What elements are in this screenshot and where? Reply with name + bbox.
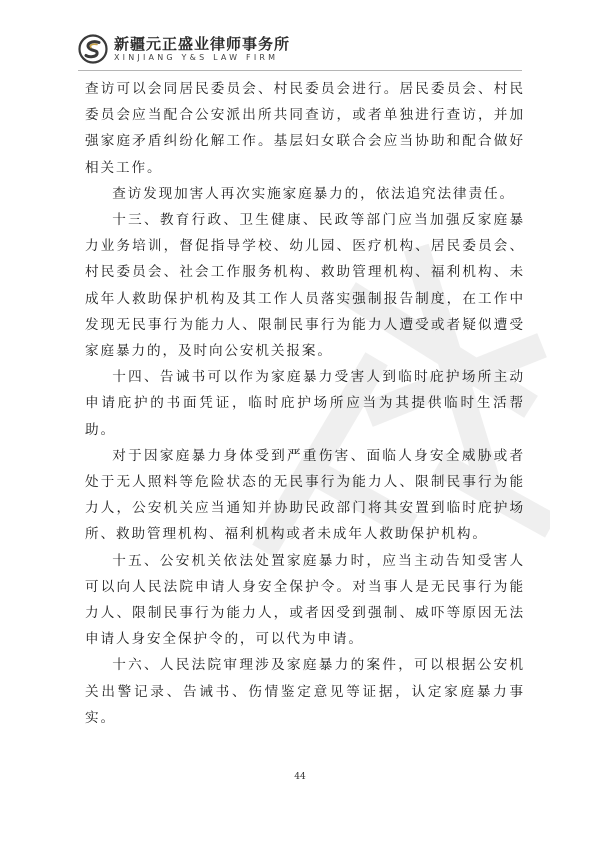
firm-logo-icon: [78, 34, 108, 64]
paragraph: 十五、公安机关依法处置家庭暴力时，应当主动告知受害人可以向人民法院申请人身安全保护令。对当事人是无民事行为能力人、限制民事行为能力人，或者因受到强制、威吓等原因无法申请人身安全保护令的，可以代为申请。: [85, 552, 525, 648]
paragraph: 查访可以会同居民委员会、村民委员会进行。居民委员会、村民委员会应当配合公安派出所共同查访，或者单独进行查访，并加强家庭矛盾纠纷化解工作。基层妇女联合会应当协助和配合做好相关工作。: [85, 81, 525, 176]
paragraph: 十三、教育行政、卫生健康、民政等部门应当加强反家庭暴力业务培训，督促指导学校、幼儿园、医疗机构、居民委员会、村民委员会、社会工作服务机构、救助管理机构、福利机构、未成年人救助保护机构及其工作人员落实强制报告制度，在工作中发现无民事行为能力人、限制民事行为能力人遭受或者疑似遭受家庭暴力的，及时向公安机关报案。: [85, 212, 525, 360]
header-divider: [78, 70, 522, 71]
paragraph: 十六、人民法院审理涉及家庭暴力的案件，可以根据公安机关出警记录、告诫书、伤情鉴定意见等证据，认定家庭暴力事实。: [85, 657, 525, 726]
paragraph: 查访发现加害人再次实施家庭暴力的，依法追究法律责任。: [112, 185, 516, 202]
firm-name-cn: 新疆元正盛业律师事务所: [114, 34, 291, 53]
paragraph: 十四、告诫书可以作为家庭暴力受害人到临时庇护场所主动申请庇护的书面凭证，临时庇护场所应当为其提供临时生活帮助。: [85, 369, 525, 438]
paragraph: 对于因家庭暴力身体受到严重伤害、面临人身安全威胁或者处于无人照料等危险状态的无民事行为能力人、限制民事行为能力人，公安机关应当通知并协助民政部门将其安置到临时庇护场所、救助管理机构、福利机构或者未成年人救助保护机构。: [85, 447, 525, 543]
page-number: 44: [294, 772, 306, 782]
document-body: [85, 76, 525, 731]
letterhead: [78, 34, 290, 64]
firm-brand: [114, 36, 290, 63]
firm-name-en: XINJIANG Y&S LAW FIRM: [114, 52, 279, 62]
